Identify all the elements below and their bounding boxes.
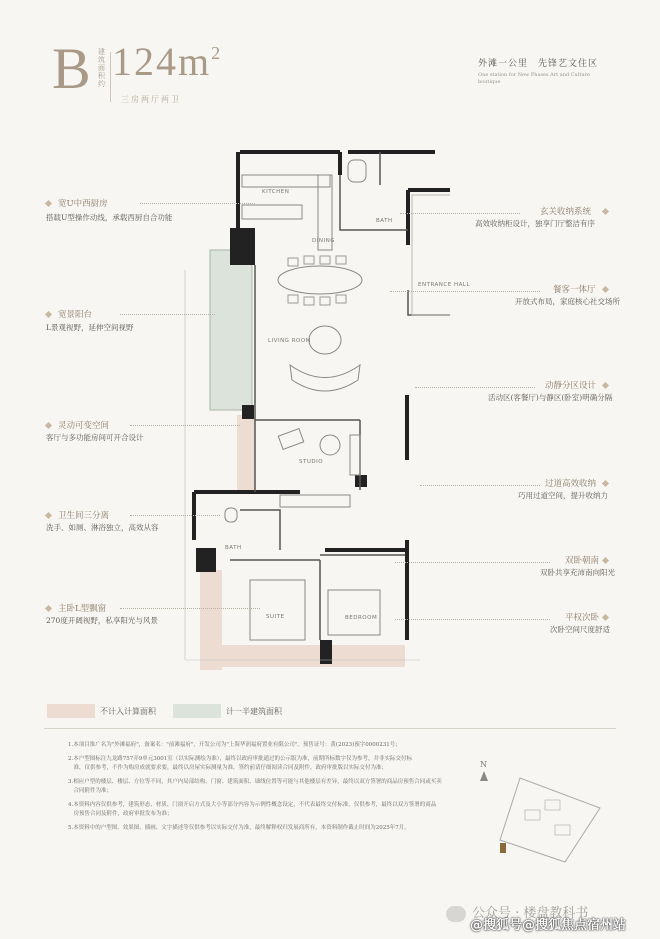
- room-label-studio: STUDIO: [299, 459, 324, 465]
- feature-desc: 洗手、如厕、淋浴独立，高效从容: [46, 523, 159, 532]
- note-line: 合同附件为准；: [68, 788, 113, 794]
- feature-desc: L景观视野，延伸空间视野: [46, 323, 134, 332]
- feature-desc: 客厅与多功能房间可开合设计: [46, 433, 144, 442]
- note-line: 3.相应户型的楼层、楼层、方位等不同，其户内局部结构、门窗、建筑面积、墙线位置等可能与其他楼层有差异，最终以双方签署的商品房预售合同或买卖: [68, 779, 442, 785]
- note-line: 5.本资料中的户型图、效果图、插画、文字描述等仅供参考以实际交付为准，最终解释权归发展商所有，本资料制作截止时间为2025年7月。: [68, 825, 410, 831]
- unit-area-value: 124m: [112, 39, 212, 84]
- feature-title: 餐客一体厅: [553, 285, 596, 295]
- studio-table: [320, 435, 340, 455]
- feature-desc: 270度开阔视野，私享阳光与风景: [46, 616, 158, 625]
- feature-desc: 次卧空间尺度舒适: [550, 625, 610, 634]
- feature-desc: 双卧共享充沛南向阳光: [540, 568, 615, 577]
- note-line: 1.本项目推广名为"外滩福府"，备案名："前滩福府"，开发公司为"上海华润福府置业有限公司"。预售证号：黄(2023)预字0000231号；: [68, 742, 401, 748]
- site-building: [545, 800, 560, 810]
- studio-chair: [278, 429, 303, 450]
- tagline-en: One station for New Phases Art and Culture boutique: [478, 72, 590, 85]
- legend-label: 不计入计算面积: [100, 707, 156, 716]
- site-building: [525, 810, 540, 820]
- feature-marker: [45, 200, 52, 207]
- structural-column: [230, 228, 255, 265]
- feature-marker: [602, 208, 609, 215]
- legend-swatch-not-counted: [47, 704, 95, 718]
- studio-window-area: [237, 415, 255, 490]
- unit-type: 三房两厅两卫: [121, 95, 181, 104]
- structural-column: [320, 640, 332, 664]
- feature-leader: [130, 425, 240, 426]
- structural-column: [242, 405, 254, 419]
- feature-title: 卫生间三分离: [58, 511, 110, 521]
- feature-marker: [45, 422, 52, 429]
- watermark-source: @搜狐号@搜狐焦点宿州站: [470, 918, 627, 933]
- feature-title: 动静分区设计: [545, 381, 597, 391]
- structural-column: [196, 548, 216, 572]
- room-label-entrance: ENTRANCE HALL: [418, 282, 471, 288]
- feature-title: 过道高效收纳: [545, 479, 597, 489]
- feature-leader: [120, 314, 215, 315]
- feature-marker: [45, 512, 52, 519]
- corridor-storage: [280, 495, 350, 507]
- note-line: 房预售合同及附件，政府审批发布为准；: [68, 811, 173, 817]
- note-line: 2.本户型图标注九龙路757弄9单元3001室（以实际测绘为准），最终以政府审批通过的公示版为准，前期所标数字仅为参考，并非实际交付标: [68, 756, 412, 762]
- feature-title: 宽景阳台: [58, 310, 93, 320]
- feature-leader: [140, 203, 255, 204]
- feature-leader: [120, 608, 260, 609]
- feature-leader: [130, 515, 220, 516]
- unit-location-marker: [500, 843, 506, 853]
- feature-marker: [602, 286, 609, 293]
- room-label-dining: DINING: [312, 238, 335, 244]
- wechat-icon: [446, 906, 466, 922]
- bedroom-bay-window-area: [320, 645, 405, 667]
- feature-desc: 开放式布局，家庭核心社交场所: [515, 297, 620, 306]
- dining-table: [278, 266, 362, 294]
- feature-title: 玄关收纳系统: [540, 207, 592, 217]
- room-label-suite: SUITE: [266, 614, 285, 620]
- feature-marker: [45, 311, 52, 318]
- studio-cabinet: [350, 435, 360, 475]
- legend-label: 计一半建筑面积: [226, 707, 282, 716]
- site-key-plan: [495, 770, 607, 868]
- balcony-area: [210, 250, 252, 410]
- feature-marker: [45, 605, 52, 612]
- north-arrow-icon: [480, 771, 488, 781]
- feature-title: 主卧L型飘窗: [58, 604, 107, 614]
- legend-swatch-half-counted: [173, 704, 221, 718]
- note-line: 准，仅供参考，不作为购房成就要求要，最终以房屋实际测量为准，签约前请仔细阅读合同及附件，政府审批版以实际交付为准；: [68, 765, 388, 771]
- feature-title: 平权次卧: [565, 613, 600, 623]
- header-divider: [110, 52, 111, 102]
- bedroom-bed: [328, 590, 380, 635]
- feature-leader: [415, 387, 535, 388]
- room-label-kitchen: KITCHEN: [262, 189, 290, 195]
- room-label-bedroom: BEDROOM: [345, 615, 378, 621]
- watermark-account: 公众号 · 楼盘教科书: [472, 906, 589, 921]
- toilet-fixture: [225, 508, 237, 522]
- feature-marker: [602, 614, 609, 621]
- site-boundary: [500, 778, 600, 862]
- unit-letter: B: [52, 36, 91, 101]
- site-building: [555, 825, 570, 835]
- suite-bed: [250, 580, 305, 640]
- room-label-living: LIVING ROOM: [268, 338, 311, 344]
- note-line: 4.本资料内容仅供参考，建筑形态、材质、门窗开启方式及大小等部分内容为示例性概念设定，不代表最终交付标准，仅供参考，最终以双方签署的商品: [68, 802, 437, 808]
- feature-desc: 高效收纳柜设计，独享门厅整洁有序: [475, 219, 595, 228]
- floor-plan: [180, 140, 450, 680]
- feature-leader: [420, 485, 540, 486]
- feature-leader: [400, 213, 520, 214]
- unit-area: [112, 39, 223, 84]
- coffee-table: [309, 326, 341, 354]
- feature-title: 宽U中西厨房: [58, 199, 108, 209]
- feature-marker: [602, 382, 609, 389]
- feature-leader: [390, 291, 540, 292]
- feature-desc: 巧用过道空间，提升收纳力: [518, 491, 608, 500]
- room-label-bath: BATH: [376, 218, 393, 224]
- feature-leader: [395, 562, 550, 563]
- area-vertical-note: 建筑面积约: [98, 48, 105, 88]
- north-label: N: [480, 760, 487, 769]
- feature-title: 双卧朝南: [565, 556, 600, 566]
- north-arrow: [480, 760, 488, 781]
- feature-marker: [602, 480, 609, 487]
- toilet-fixture: [348, 160, 366, 182]
- feature-marker: [602, 557, 609, 564]
- tagline: 外滩一公里 先锋艺文住区: [478, 59, 599, 69]
- feature-desc: 搭载U型操作动线，承载西厨自合功能: [46, 213, 173, 222]
- feature-leader: [395, 619, 550, 620]
- room-label-bath: BATH: [225, 545, 242, 551]
- suite-bay-window-sill: [200, 645, 320, 667]
- feature-title: 灵动可变空间: [58, 421, 110, 431]
- unit-area-superscript: 2: [211, 43, 223, 63]
- structural-column: [355, 475, 367, 487]
- sofa: [290, 365, 360, 391]
- feature-desc: 活动区(客餐厅)与静区(卧室)明确分隔: [488, 393, 613, 402]
